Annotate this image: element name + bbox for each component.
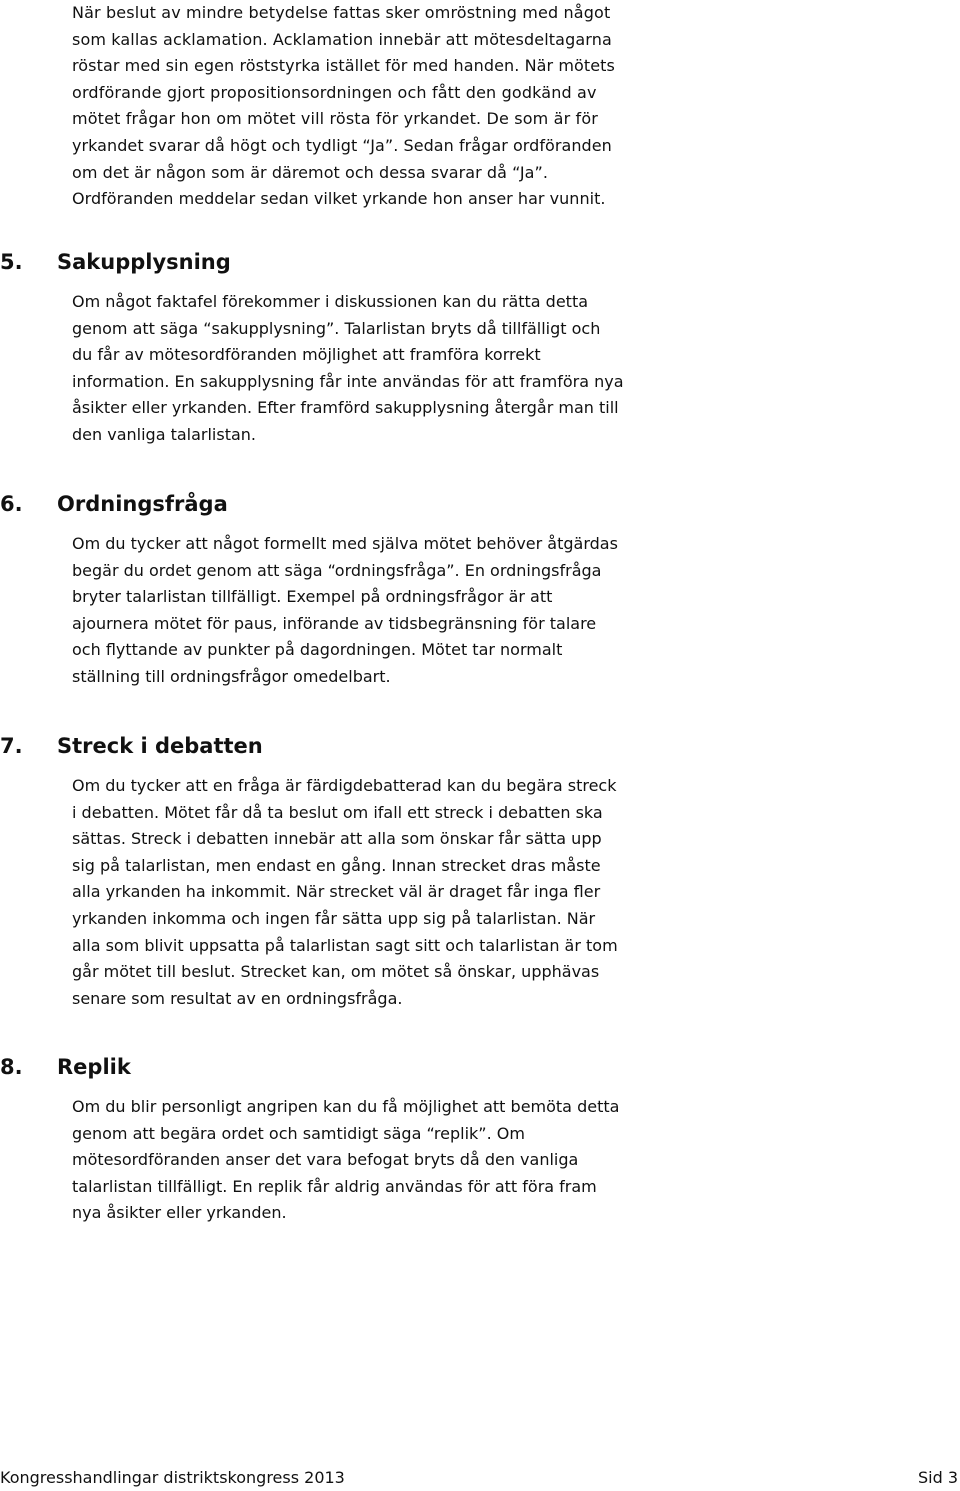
intro-line: om det är någon som är däremot och dessa svarar då “Ja”. [72,162,549,182]
body-line: begär du ordet genom att säga “ordningsfråga”. En ordningsfråga [72,560,602,580]
body-line: genom att begära ordet och samtidigt säga “replik”. Om [72,1123,525,1143]
section-heading [0,489,228,519]
body-line: nya åsikter eller yrkanden. [72,1203,287,1223]
section-title: Sakupplysning [57,250,231,274]
body-line: sig på talarlistan, men endast en gång. Innan strecket dras måste [72,855,601,875]
body-line: åsikter eller yrkanden. Efter framförd sakupplysning återgår man till [72,398,619,418]
intro-line: ordförande gjort propositionsordningen och fått den godkänd av [72,82,597,102]
body-line: yrkanden inkomma och ingen får sätta upp sig på talarlistan. När [72,908,596,928]
section-number: 7. [0,734,23,758]
body-line: bryter talarlistan tillfälligt. Exempel på ordningsfrågor är att [72,587,553,607]
body-line: den vanliga talarlistan. [72,424,257,444]
intro-line: Ordföranden meddelar sedan vilket yrkande hon anser har vunnit. [72,189,606,209]
section-body [72,1094,672,1227]
section-heading [0,731,263,761]
intro-line: röstar med sin egen röststyrka istället för med handen. När mötets [72,56,615,76]
section-title: Ordningsfråga [57,492,228,516]
body-line: ajournera mötet för paus, införande av tidsbegränsning för talare [72,613,597,633]
section-heading [0,247,231,277]
section-title: Streck i debatten [57,734,263,758]
body-line: information. En sakupplysning får inte användas för att framföra nya [72,371,624,391]
intro-line: som kallas acklamation. Acklamation innebär att mötesdeltagarna [72,29,612,49]
body-line: mötesordföranden anser det vara befogat bryts då den vanliga [72,1150,579,1170]
intro-line: mötet frågar hon om mötet vill rösta för yrkandet. De som är för [72,109,598,129]
footer-document-title: Kongresshandlingar distriktskongress 2013 [0,1468,345,1487]
section-number: 6. [0,492,23,516]
body-line: alla yrkanden ha inkommit. När strecket väl är draget får inga fler [72,882,601,902]
body-line: går mötet till beslut. Strecket kan, om mötet så önskar, upphävas [72,962,600,982]
body-line: Om du blir personligt angripen kan du få möjlighet att bemöta detta [72,1097,620,1116]
intro-line: yrkandet svarar då högt och tydligt “Ja”. Sedan frågar ordföranden [72,135,612,155]
section-heading [0,1052,131,1082]
body-line: och flyttande av punkter på dagordningen. Mötet tar normalt [72,640,563,660]
body-line: genom att säga “sakupplysning”. Talarlistan bryts då tillfälligt och [72,318,601,338]
section-body [72,531,672,691]
body-line: Om något faktafel förekommer i diskussionen kan du rätta detta [72,292,589,311]
body-line: ställning till ordningsfrågor omedelbart. [72,666,391,686]
body-line: du får av mötesordföranden möjlighet att framföra korrekt [72,345,541,365]
section-number: 5. [0,250,23,274]
intro-paragraph [72,0,672,213]
section-body [72,773,672,1012]
body-line: talarlistan tillfälligt. En replik får aldrig användas för att föra fram [72,1176,597,1196]
body-line: senare som resultat av en ordningsfråga. [72,988,403,1008]
page-number: Sid 3 [917,1468,958,1487]
body-line: i debatten. Mötet får då ta beslut om ifall ett streck i debatten ska [72,802,603,822]
section-title: Replik [57,1055,131,1079]
section-number: 8. [0,1055,23,1079]
body-line: Om du tycker att en fråga är färdigdebatterad kan du begära streck [72,776,617,795]
body-line: alla som blivit uppsatta på talarlistan sagt sitt och talarlistan är tom [72,935,618,955]
body-line: Om du tycker att något formellt med själva mötet behöver åtgärdas [72,534,618,553]
intro-line: När beslut av mindre betydelse fattas sker omröstning med något [72,3,611,22]
body-line: sättas. Streck i debatten innebär att alla som önskar får sätta upp [72,829,602,849]
section-body [72,289,672,449]
page-footer [0,1467,960,1491]
